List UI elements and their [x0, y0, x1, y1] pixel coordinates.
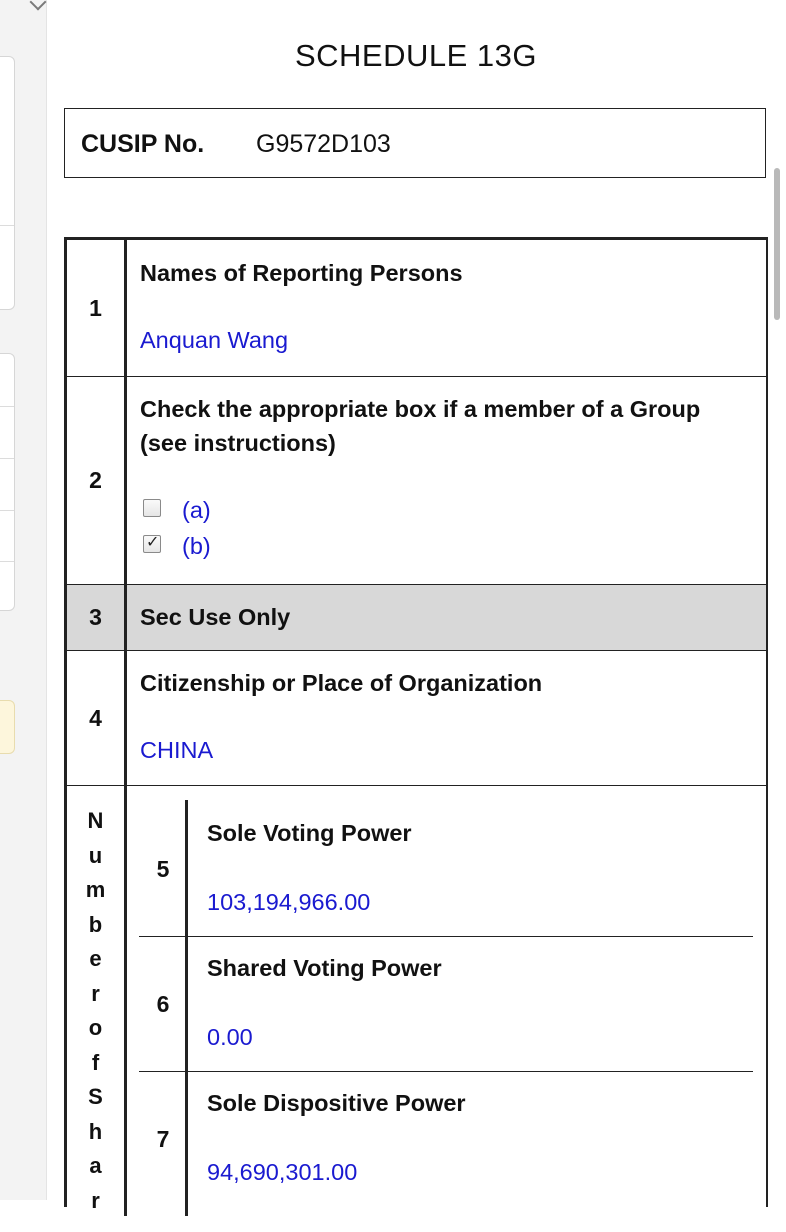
column-divider [124, 585, 127, 650]
reporting-person-name: Anquan Wang [140, 327, 289, 353]
row-citizenship [67, 651, 766, 786]
side-tab-divider [0, 561, 14, 562]
row-title: Sole Voting Power [207, 820, 412, 846]
column-divider [124, 240, 127, 376]
row-reporting-persons [67, 240, 766, 377]
row-number: 5 [156, 856, 170, 882]
number-of-shares-label [67, 804, 124, 1218]
row-number: 3 [89, 604, 102, 630]
shares-section [67, 786, 766, 1216]
row-sole-voting-power [139, 802, 753, 937]
cover-page-table [64, 237, 768, 1213]
row-sec-use-only [67, 585, 766, 651]
cusip-box [64, 108, 766, 178]
vertical-scrollbar[interactable] [774, 168, 780, 320]
checkbox-b[interactable] [143, 535, 161, 553]
checkbox-a[interactable] [143, 499, 161, 517]
row-title: Check the appropriate box if a member of a Group (see instructions) [140, 396, 701, 456]
side-letter: m [85, 877, 106, 902]
citizenship-value: CHINA [140, 737, 214, 763]
sole-voting-power-value: 103,194,966.00 [207, 889, 371, 915]
side-tab-divider [0, 458, 14, 459]
side-tab-divider [0, 406, 14, 407]
side-tab-group-1[interactable] [0, 56, 15, 310]
row-title: Names of Reporting Persons [140, 260, 463, 286]
row-title: Citizenship or Place of Organization [140, 670, 543, 696]
column-divider [124, 786, 127, 1216]
side-letter: e [89, 946, 102, 971]
checkbox-b-label: (b) [182, 533, 211, 559]
side-letter: S [88, 1084, 103, 1109]
row-number: 2 [89, 467, 102, 493]
cusip-label: CUSIP No. [81, 130, 205, 158]
row-number: 7 [156, 1126, 170, 1152]
row-title: Sole Dispositive Power [207, 1090, 466, 1116]
row-shared-voting-power [139, 937, 753, 1072]
side-letter: f [91, 1049, 100, 1075]
side-tab-divider [0, 225, 14, 226]
checkmark-icon: ✓ [146, 534, 160, 551]
side-letter: h [88, 1118, 103, 1144]
side-panel [0, 0, 47, 1200]
row-title: Sec Use Only [140, 604, 291, 630]
side-tab-highlight[interactable] [0, 700, 15, 754]
side-letter: r [91, 980, 100, 1006]
row-group-check [67, 377, 766, 585]
sole-dispositive-power-value: 94,690,301.00 [207, 1159, 358, 1185]
column-divider [124, 651, 127, 785]
row-number: 1 [89, 294, 102, 321]
side-letter: b [88, 911, 103, 937]
row-number: 6 [156, 991, 170, 1017]
column-divider [124, 377, 127, 584]
side-tab-divider [0, 510, 14, 511]
side-letter: r [91, 1187, 100, 1213]
checkbox-a-label: (a) [182, 497, 211, 523]
side-letter: o [88, 1015, 103, 1040]
side-letter: u [88, 842, 103, 868]
side-letter: a [89, 1153, 102, 1178]
row-sole-dispositive-power [139, 1072, 753, 1232]
row-number: 4 [89, 704, 102, 731]
shared-voting-power-value: 0.00 [207, 1024, 253, 1050]
row-title: Shared Voting Power [207, 955, 442, 981]
page-title: SCHEDULE 13G [294, 38, 538, 73]
cusip-value: G9572D103 [256, 130, 391, 158]
side-tab-group-2[interactable] [0, 353, 15, 611]
side-letter: N [87, 808, 104, 833]
chevron-down-icon[interactable] [30, 0, 46, 12]
